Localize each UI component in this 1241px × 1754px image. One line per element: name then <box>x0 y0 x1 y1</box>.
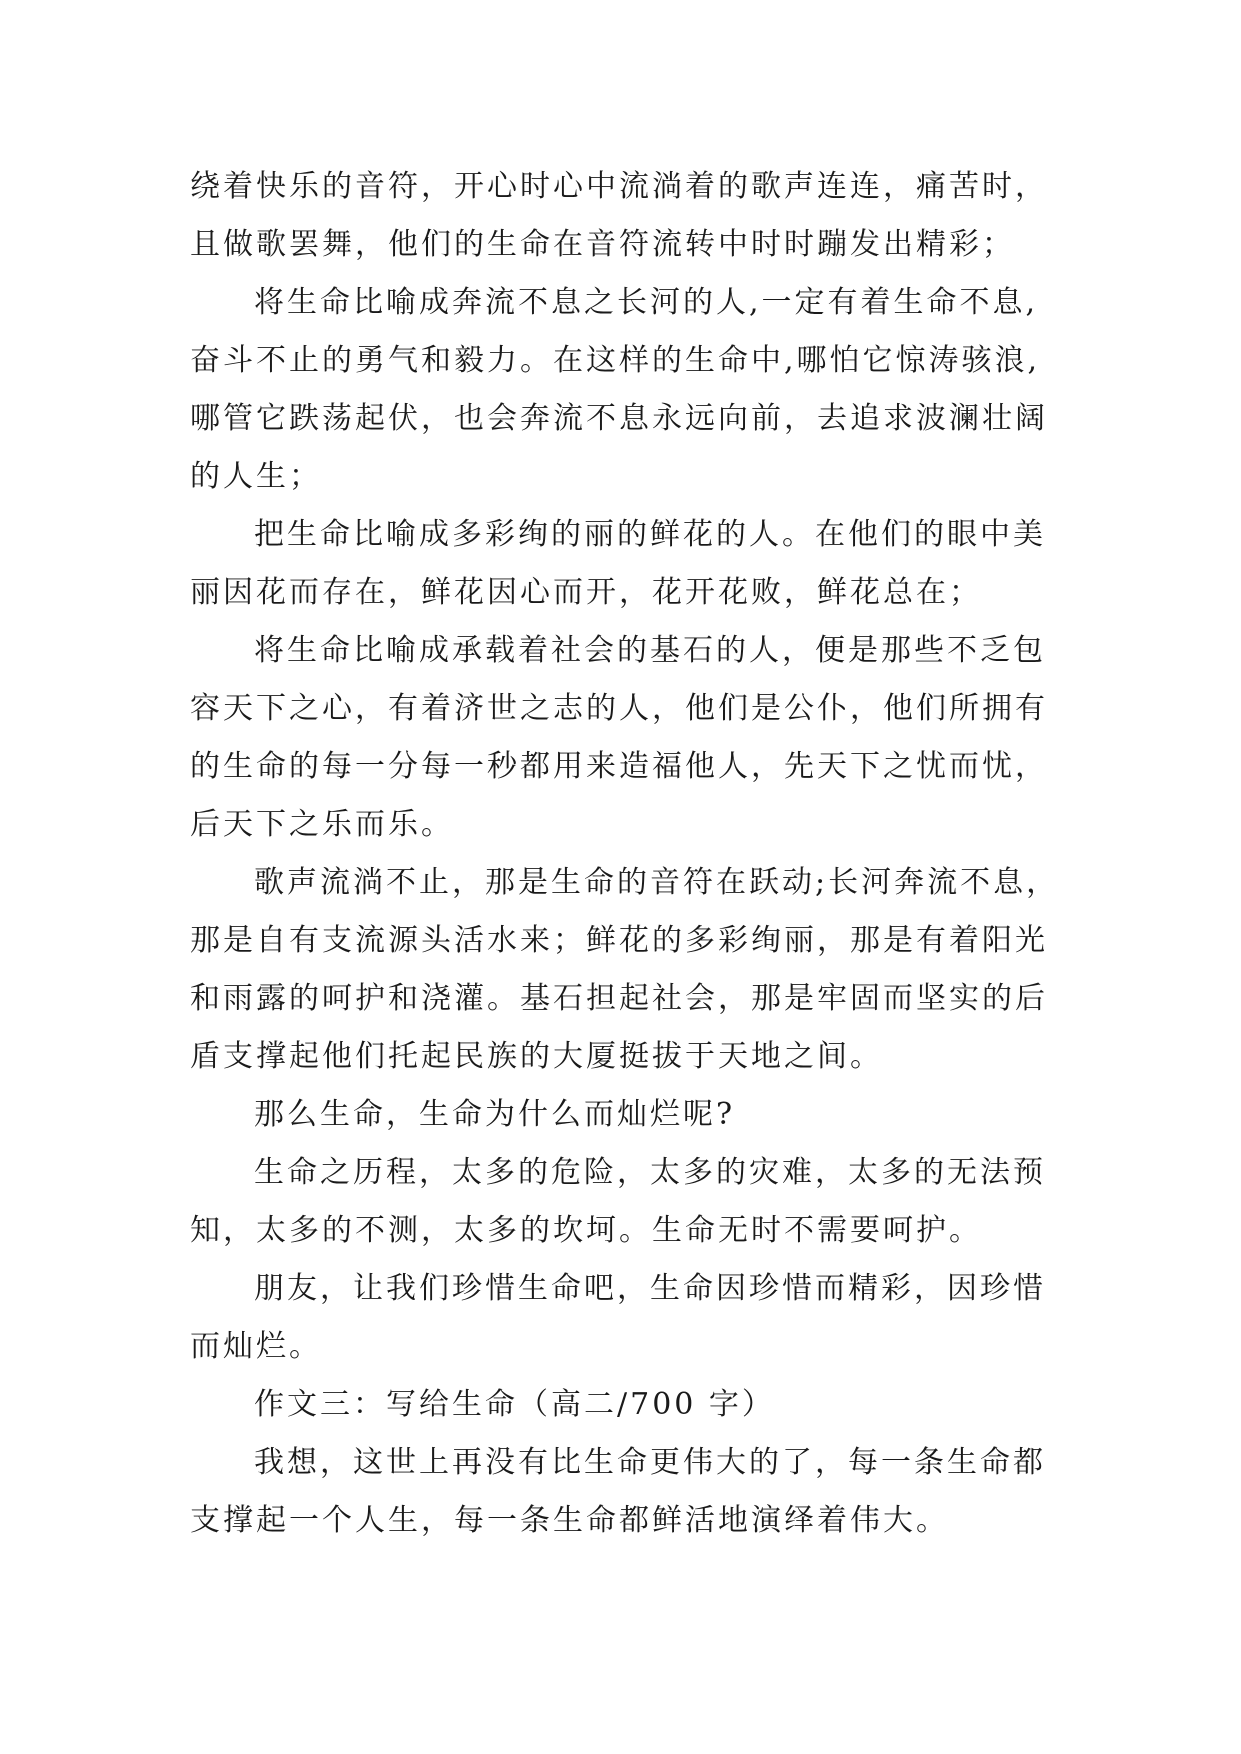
paragraph-long-river: 将生命比喻成奔流不息之长河的人,一定有着生命不息,奋斗不止的勇气和毅力。在这样的生命中,哪怕它惊涛骇浪,哪管它跌荡起伏，也会奔流不息永远向前，去追求波澜壮阔的人生； <box>190 285 1048 494</box>
paragraph-foundation-stone: 将生命比喻成承载着社会的基石的人，便是那些不乏包容天下之心，有着济世之志的人，他们是公仆，他们所拥有的生命的每一分每一秒都用来造福他人，先天下之忧而忧，后天下之乐而乐。 <box>190 633 1048 842</box>
essay-body <box>190 158 1070 1550</box>
paragraph-question: 那么生命，生命为什么而灿烂呢? <box>254 1097 736 1132</box>
paragraph-essay-three-intro: 我想，这世上再没有比生命更伟大的了，每一条生命都支撑起一个人生，每一条生命都鲜活地演绎着伟大。 <box>190 1445 1046 1538</box>
paragraph-life-course: 生命之历程，太多的危险，太多的灾难，太多的无法预知，太多的不测，太多的坎坷。生命无时不需要呵护。 <box>190 1155 1046 1248</box>
paragraph-continuation: 绕着快乐的音符，开心时心中流淌着的歌声连连，痛苦时，且做歌罢舞，他们的生命在音符流转中时时蹦发出精彩； <box>190 169 1048 262</box>
paragraph-cherish-life: 朋友，让我们珍惜生命吧，生命因珍惜而精彩，因珍惜而灿烂。 <box>190 1271 1046 1364</box>
paragraph-summary: 歌声流淌不止，那是生命的音符在跃动;长河奔流不息，那是自有支流源头活水来；鲜花的多彩绚丽，那是有着阳光和雨露的呵护和浇灌。基石担起社会，那是牢固而坚实的后盾支撑起他们托起民族的大厦挺拔于天地之间。 <box>190 865 1060 1074</box>
paragraph-flower: 把生命比喻成多彩绚的丽的鲜花的人。在他们的眼中美丽因花而存在，鲜花因心而开，花开花败，鲜花总在； <box>190 517 1046 610</box>
essay-three-heading: 作文三：写给生命（高二/700 字） <box>254 1387 775 1422</box>
